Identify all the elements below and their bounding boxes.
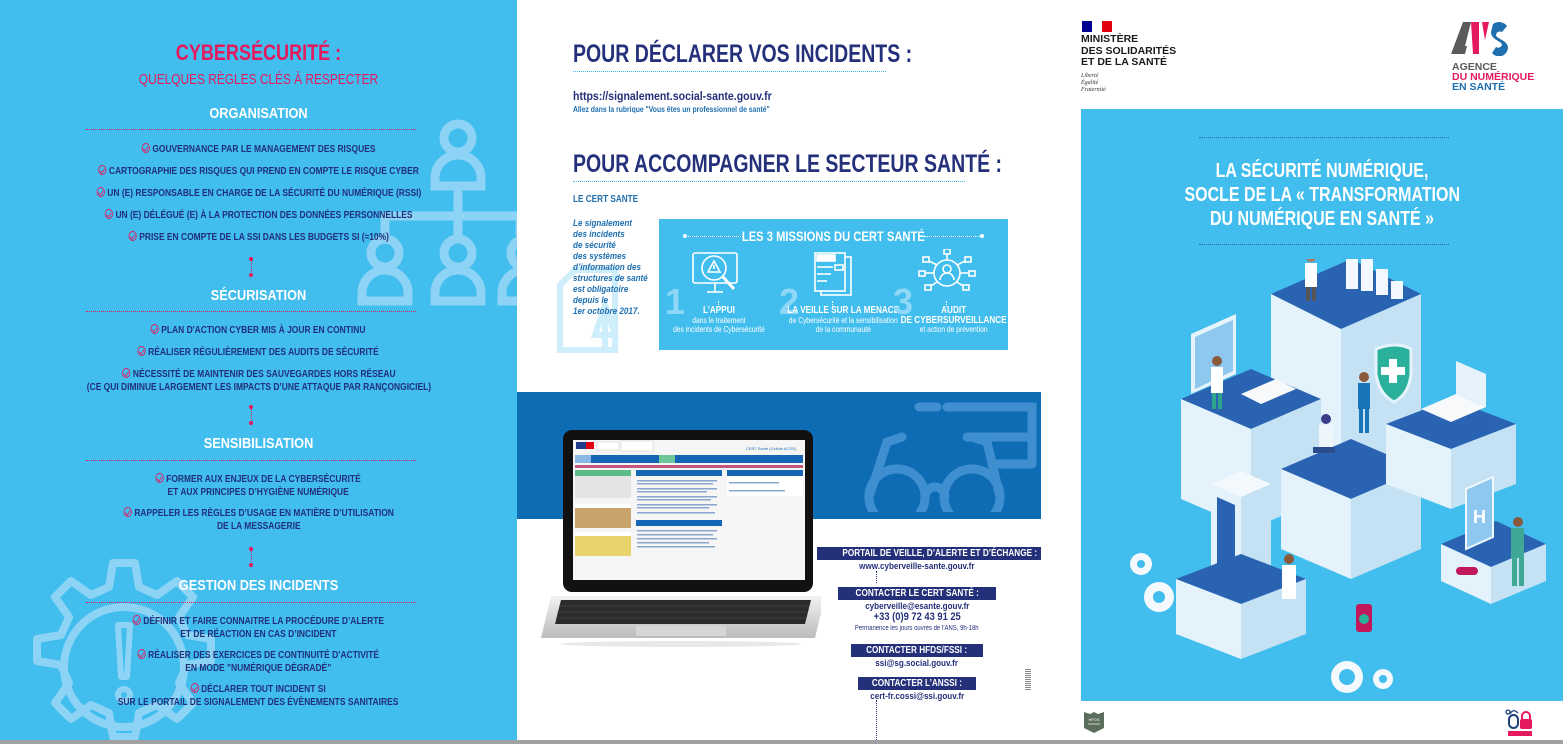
- rule-item: RÉALISER RÉGULIÈREMENT DES AUDITS DE SÉCURITÉ: [0, 346, 517, 359]
- section-heading-securisation: SÉCURISATION: [210, 287, 307, 304]
- rule-item: UN (E) RESPONSABLE EN CHARGE DE LA SÉCURITÉ DU NUMÉRIQUE (RSSI): [0, 187, 517, 200]
- newspaper-icon: [803, 249, 863, 301]
- glasses-document-icon: [857, 402, 1037, 512]
- section-connector: [248, 547, 254, 567]
- contact-hfds: [817, 640, 1017, 669]
- svg-text:HFDS: HFDS: [1088, 717, 1100, 722]
- section-divider: [86, 311, 416, 312]
- rule-item: DÉCLARER TOUT INCIDENT SI SUR LE PORTAIL DE SIGNALEMENT DES ÉVÈNEMENTS SANITAIRES: [118, 684, 399, 708]
- check-icon: [133, 615, 141, 625]
- print-credit: [1025, 668, 1031, 690]
- cert-hours-note: Permanence les jours ouvrés de l’ANS, 9h-18h: [855, 625, 979, 632]
- contact-portail: [817, 543, 1038, 572]
- mission-2: [775, 249, 900, 349]
- heading-divider: [573, 71, 886, 72]
- healthcare-isometric-illustration: [1121, 259, 1561, 699]
- mission-label: AUDIT DE CYBERSURVEILLANCE et action de prévention: [900, 305, 1007, 334]
- rule-item: FORMER AUX ENJEUX DE LA CYBERSÉCURITÉ ET AUX PRINCIPES D’HYGIÈNE NUMÉRIQUE: [0, 473, 517, 499]
- cover-title: LA SÉCURITÉ NUMÉRIQUE, SOCLE DE LA « TRANSFORMATION DU NUMÉRIQUE EN SANTÉ »: [1184, 160, 1460, 230]
- rule-item: PLAN D'ACTION CYBER MIS À JOUR EN CONTINU: [0, 324, 517, 337]
- mission-1: [661, 249, 777, 349]
- center-panel: [517, 0, 1041, 740]
- magnifier-alert-icon: [689, 249, 749, 301]
- section-heading-sensibilisation: SENSIBILISATION: [203, 435, 314, 452]
- section-connector: [248, 257, 254, 277]
- left-panel: [0, 0, 517, 740]
- rule-item: CARTOGRAPHIE DES RISQUES QUI PREND EN COMPTE LE RISQUE CYBER: [0, 165, 517, 178]
- main-subtitle: QUELQUES RÈGLES CLÉS À RESPECTER: [138, 72, 379, 88]
- cover-block: [1081, 109, 1563, 701]
- cover-divider: [1199, 244, 1449, 245]
- contact-anssi: [817, 673, 1017, 702]
- mission-3: [889, 249, 1005, 349]
- check-icon: [138, 346, 146, 356]
- mission-number: 3: [893, 281, 914, 322]
- svg-text:H: H: [1473, 507, 1486, 527]
- section-heading-gestion-incidents: GESTION DES INCIDENTS: [178, 577, 339, 594]
- cert-phone: +33 (0)9 72 43 91 25: [873, 611, 961, 623]
- support-heading: POUR ACCOMPAGNER LE SECTEUR SANTÉ :: [573, 150, 1003, 178]
- network-user-icon: [917, 249, 977, 301]
- mission-number: 2: [779, 281, 800, 322]
- check-icon: [151, 324, 159, 334]
- marianne-flag-icon: [1082, 21, 1112, 32]
- check-icon: [142, 143, 150, 153]
- check-icon: [128, 231, 136, 241]
- missions-box: [659, 219, 1008, 350]
- declare-heading: POUR DÉCLARER VOS INCIDENTS :: [573, 40, 913, 68]
- check-icon: [156, 473, 164, 483]
- rule-item: UN (E) DÉLÉGUÉ (E) À LA PROTECTION DES DONNÉES PERSONNELLES: [0, 209, 517, 222]
- check-icon: [105, 209, 113, 219]
- check-icon: [138, 649, 146, 659]
- ans-logo-icon: [1449, 20, 1509, 56]
- rule-item: RÉALISER DES EXERCICES DE CONTINUITÉ D’ACTIVITÉ EN MODE "NUMÉRIQUE DÉGRADÉ": [0, 649, 517, 675]
- hfds-logo-icon: [1082, 710, 1106, 734]
- cert-email-link[interactable]: cyberveille@esante.gouv.fr: [864, 601, 970, 612]
- mission-label: LA VEILLE SUR LA MENACE de Cybersécurité et la sensibilisation de la communauté: [787, 305, 900, 334]
- rule-item: DÉFINIR ET FAIRE CONNAITRE LA PROCÉDURE D’ALERTE ET DE RÉACTION EN CAS D’INCIDENT: [0, 615, 517, 641]
- contact-label: CONTACTER HFDS/FSSI :: [851, 644, 982, 657]
- contact-label: CONTACTER L’ANSSI :: [858, 677, 976, 690]
- check-icon: [96, 187, 104, 197]
- check-icon: [123, 507, 131, 517]
- ministry-motto: Liberté Égalité Fraternité: [1081, 73, 1106, 93]
- anssi-email-link[interactable]: cert-fr.cossi@ssi.gouv.fr: [870, 691, 964, 702]
- section-divider: [86, 460, 416, 461]
- hfds-email-link[interactable]: ssi@sg.social.gouv.fr: [875, 658, 959, 669]
- section-heading-organisation: ORGANISATION: [209, 105, 308, 122]
- cert-sante-label: LE CERT SANTE: [573, 194, 639, 205]
- right-panel: [1041, 0, 1563, 740]
- cyber-sante-logo-icon: [1504, 706, 1534, 738]
- mission-label: L’APPUI dans le traitement des incidents de Cybersécurité: [673, 305, 765, 334]
- section-divider: [86, 602, 416, 603]
- portail-url-link[interactable]: www.cyberveille-sante.gouv.fr: [859, 561, 975, 572]
- declare-hint: Allez dans la rubrique "Vous êtes un professionnel de santé": [573, 105, 770, 114]
- rule-item: RAPPELER LES RÈGLES D’USAGE EN MATIÈRE D’UTILISATION DE LA MESSAGERIE: [0, 507, 517, 533]
- check-icon: [191, 683, 199, 693]
- contact-cert-sante: [817, 583, 1017, 634]
- main-title: CYBERSÉCURITÉ :: [175, 40, 342, 65]
- cover-divider: [1199, 137, 1449, 138]
- laptop-illustration: [541, 428, 821, 658]
- rule-item: PRISE EN COMPTE DE LA SSI DANS LES BUDGETS SI (≈10%): [0, 231, 517, 244]
- ministry-name: MINISTÈRE DES SOLIDARITÉS ET DE LA SANTÉ: [1081, 33, 1177, 68]
- rule-item: NÉCESSITÉ DE MAINTENIR DES SAUVEGARDES HORS RÉSEAU (CE QUI DIMINUE LARGEMENT LES IMPACTS D’UNE ATTAQUE PAR RANÇONGICIEL): [86, 369, 431, 393]
- missions-title: LES 3 MISSIONS DU CERT SANTÉ: [742, 228, 925, 244]
- bottom-border: [0, 740, 1563, 744]
- agency-name: AGENCE DU NUMÉRIQUE EN SANTÉ: [1452, 61, 1535, 93]
- check-icon: [122, 368, 130, 378]
- check-icon: [98, 165, 106, 175]
- contact-label: CONTACTER LE CERT SANTÉ :: [838, 587, 996, 600]
- declare-url-link[interactable]: https://signalement.social-sante.gouv.fr: [573, 89, 772, 103]
- laptop-site-title: CERT Santé (Cellule ACSS): [745, 446, 796, 451]
- contact-label: PORTAIL DE VEILLE, D’ALERTE ET D’ÉCHANGE :: [817, 547, 1041, 560]
- mission-number: 1: [665, 281, 686, 322]
- rule-item: GOUVERNANCE PAR LE MANAGEMENT DES RISQUES: [0, 143, 517, 156]
- section-connector: [248, 405, 254, 425]
- section-divider: [86, 129, 416, 130]
- obligation-note: Le signalement des incidents de sécurité des systèmes d’information des structures de santé est obligatoire depuis le 1er octobre 2017.: [573, 218, 648, 316]
- heading-divider: [573, 181, 965, 182]
